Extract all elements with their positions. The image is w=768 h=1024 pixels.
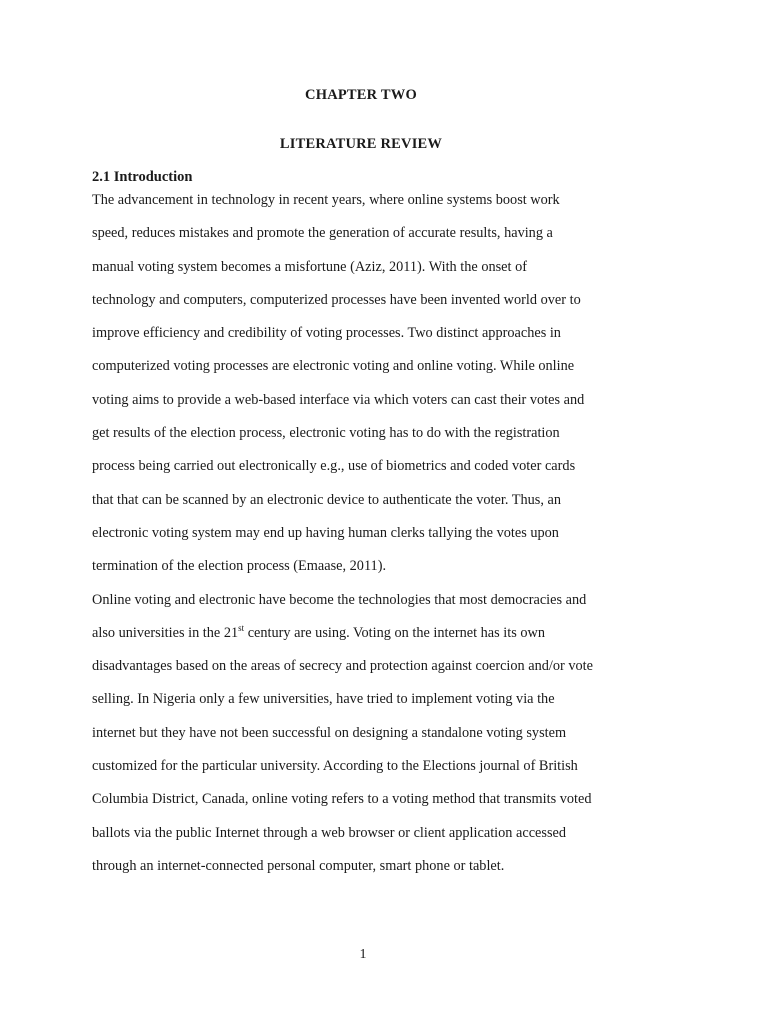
page-number: 1 <box>359 947 367 962</box>
ordinal-superscript: st <box>238 623 245 634</box>
section-heading: 2.1 Introduction <box>92 169 193 185</box>
text-segment: century are using. Voting on the internet has its own <box>244 624 545 641</box>
text-line: customized for the particular university. According to the Elections journal of British <box>92 758 578 775</box>
text-line: termination of the election process (Emaase, 2011). <box>92 558 387 575</box>
text-line: ballots via the public Internet through a web browser or client application accessed <box>92 824 567 841</box>
text-line: computerized voting processes are electronic voting and online voting. While online <box>92 358 575 375</box>
text-segment: also universities in the 21 <box>92 624 239 641</box>
text-line: electronic voting system may end up having human clerks tallying the votes upon <box>92 524 559 541</box>
text-line: through an internet-connected personal computer, smart phone or tablet. <box>92 857 505 874</box>
text-line: manual voting system becomes a misfortune (Aziz, 2011). With the onset of <box>92 258 527 275</box>
text-line: Columbia District, Canada, online voting refers to a voting method that transmits voted <box>92 791 592 808</box>
text-line: disadvantages based on the areas of secrecy and protection against coercion and/or vote <box>92 658 593 675</box>
text-line: process being carried out electronically e.g., use of biometrics and coded voter cards <box>92 458 576 475</box>
text-line: selling. In Nigeria only a few universities, have tried to implement voting via the <box>92 691 555 708</box>
text-line: The advancement in technology in recent years, where online systems boost work <box>92 192 560 208</box>
text-line: voting aims to provide a web-based interface via which voters can cast their votes and <box>92 391 585 408</box>
text-line: Online voting and electronic have become the technologies that most democracies and <box>92 591 587 608</box>
chapter-title: CHAPTER TWO <box>305 87 417 103</box>
body-text <box>92 189 652 888</box>
text-line: technology and computers, computerized processes have been invented world over to <box>92 291 581 308</box>
text-line: that that can be scanned by an electronic device to authenticate the voter. Thus, an <box>92 491 561 508</box>
text-line-with-superscript <box>92 622 652 655</box>
text-line: get results of the election process, electronic voting has to do with the registration <box>92 425 560 442</box>
text-line: internet but they have not been successful on designing a standalone voting system <box>92 724 567 741</box>
text-line: improve efficiency and credibility of voting processes. Two distinct approaches in <box>92 325 561 342</box>
text-line: speed, reduces mistakes and promote the generation of accurate results, having a <box>92 225 553 242</box>
literature-review-title: LITERATURE REVIEW <box>279 136 443 152</box>
